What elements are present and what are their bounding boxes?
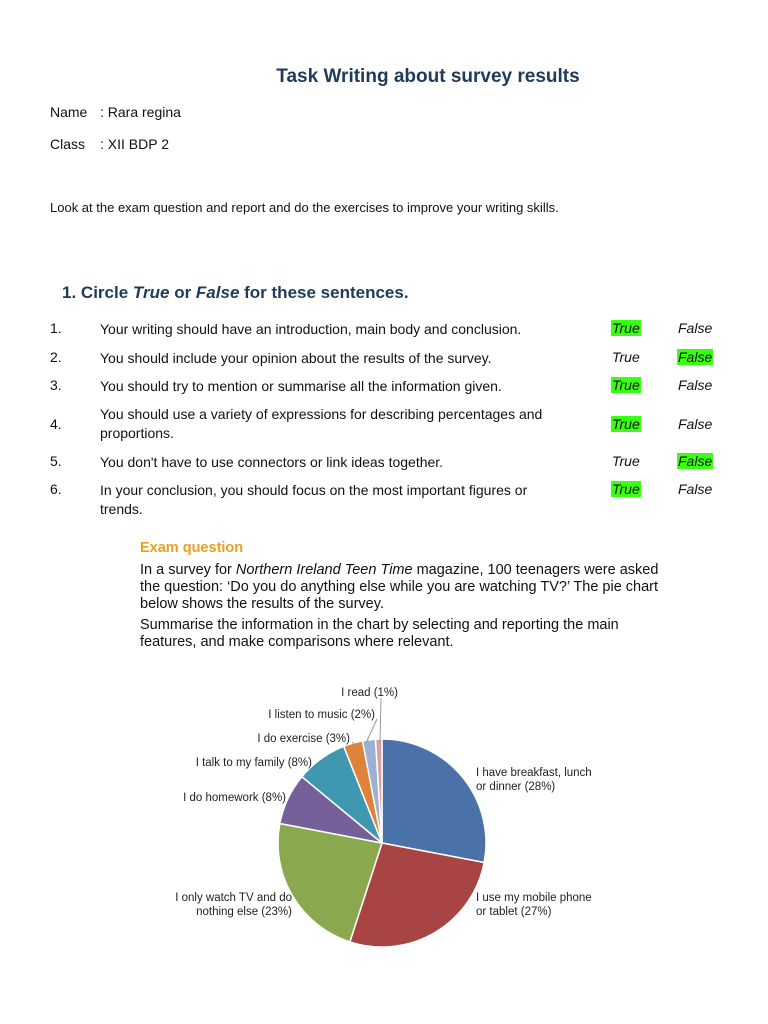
true-option[interactable]: True [612,349,640,365]
exam-heading: Exam question [140,540,244,556]
slice-label: I have breakfast, lunch or dinner (28%) [476,767,592,793]
statement-number: 3. [50,377,62,393]
false-option[interactable]: False [678,377,713,393]
slice-label: I read (1%) [341,687,398,699]
statement-text: You don't have to use connectors or link ideas together. [100,454,444,470]
exam-p1-post: magazine, 100 teenagers were asked the question: ‘Do you do anything else while you are watching TV?’ The pie chart below shows the results of the survey. [140,562,659,612]
question-number: 1. [62,283,77,302]
class-value: : XII BDP 2 [100,136,169,152]
leader-line [380,698,381,743]
true-option[interactable]: True [612,377,640,393]
false-option[interactable]: False [678,320,713,336]
page-title: Task Writing about survey results [276,66,580,87]
false-option[interactable]: False [678,349,713,365]
name-label: Name [50,104,88,120]
statement-number: 1. [50,320,62,336]
pie-chart [130,675,650,975]
statement-number: 6. [50,481,62,497]
pie-slice [382,739,486,862]
heading-false-word: False [195,283,240,302]
statement-number: 5. [50,453,62,469]
heading-pre: Circle [80,283,129,302]
statement-text: In your conclusion, you should focus on the most important figures or trends. [100,482,528,517]
magazine-name: Northern Ireland Teen Time [235,562,413,578]
name-line [50,104,181,120]
class-line [50,136,169,152]
true-option[interactable]: True [612,320,640,336]
exam-p1-pre: In a survey for [140,562,236,578]
slice-label: I only watch TV and do nothing else (23%) [175,892,292,918]
heading-true-word: True [132,283,170,302]
heading-mid: or [174,283,192,302]
intro-text: Look at the exam question and report and do the exercises to improve your writing skills. [50,200,559,215]
heading-post: for these sentences. [244,283,409,302]
statement-text: You should use a variety of expressions for describing percentages and proportions. [100,406,543,441]
exam-question-box [140,540,660,655]
slice-label: I do homework (8%) [183,792,286,804]
statement-text: You should include your opinion about the results of the survey. [100,350,492,366]
true-option[interactable]: True [612,453,640,469]
name-value: : Rara regina [100,104,181,120]
statement-number: 4. [50,416,62,432]
true-option[interactable]: True [612,481,640,497]
false-option[interactable]: False [678,453,713,469]
statement-number: 2. [50,349,62,365]
exam-paragraph-2: Summarise the information in the chart by selecting and reporting the main features, and make comparisons where relevant. [140,617,619,650]
slice-label: I talk to my family (8%) [195,757,312,769]
question-1-heading [62,283,409,303]
slice-label: I do exercise (3%) [257,733,350,745]
slice-label: I listen to music (2%) [268,709,375,721]
exam-paragraph-1 [140,562,660,613]
false-option[interactable]: False [678,416,713,432]
statement-text: You should try to mention or summarise all the information given. [100,378,502,394]
true-option[interactable]: True [612,416,640,432]
class-label: Class [50,136,86,152]
statement-text: Your writing should have an introduction, main body and conclusion. [100,321,522,337]
false-option[interactable]: False [678,481,713,497]
slice-label: I use my mobile phone or tablet (27%) [476,892,592,918]
